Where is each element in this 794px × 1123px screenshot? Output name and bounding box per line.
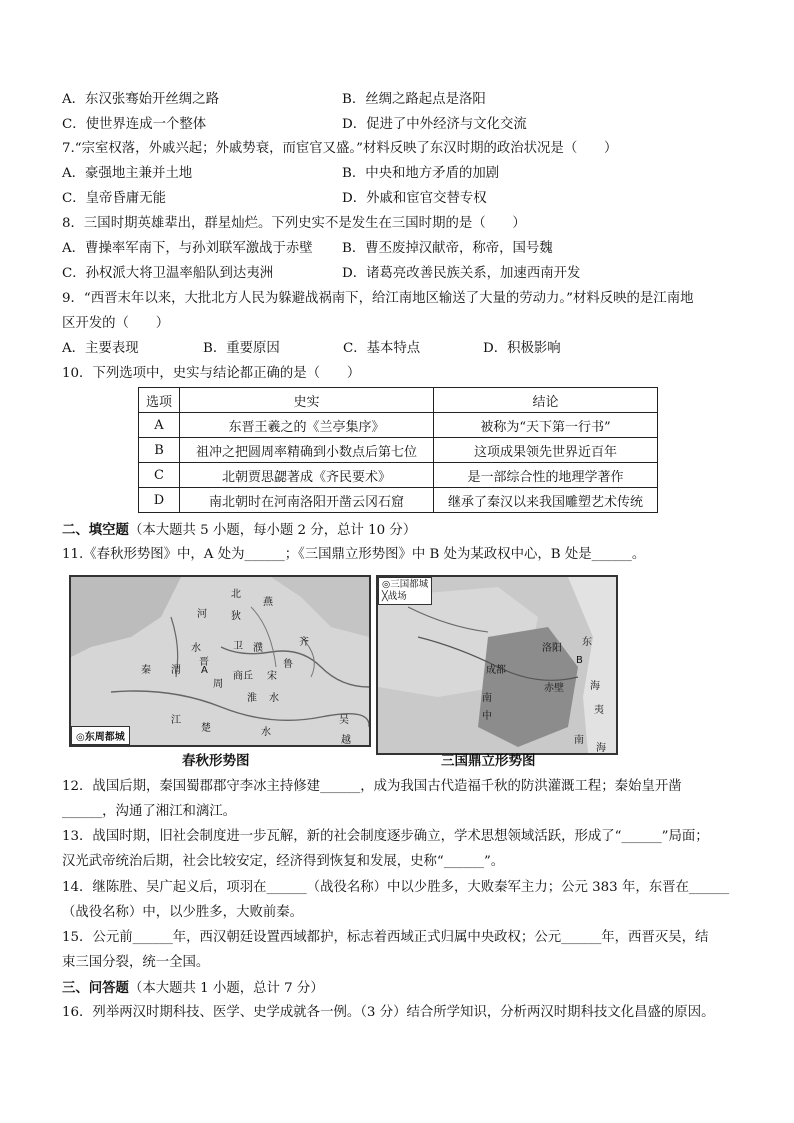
q8-option-a: A．曹操率军南下，与孙刘联军激战于赤壁 bbox=[62, 241, 313, 256]
map-label: 东 bbox=[582, 637, 592, 648]
table-row bbox=[139, 438, 658, 463]
q7-option-d: D．外戚和宦官交替专权 bbox=[342, 191, 487, 206]
legend-capital: ◎三国都城 bbox=[382, 579, 429, 590]
map-label: 水 bbox=[191, 643, 201, 654]
table-cell: 北朝贾思勰著成《齐民要术》 bbox=[180, 463, 434, 488]
q9-option-c: C．基本特点 bbox=[343, 341, 421, 356]
map-label: 渭 bbox=[171, 665, 181, 676]
map2-legend bbox=[378, 577, 432, 605]
q6-option-a: A．东汉张骞始开丝绸之路 bbox=[62, 92, 219, 107]
map-label: B bbox=[576, 655, 583, 666]
table-row bbox=[139, 488, 658, 513]
q7-option-b: B．中央和地方矛盾的加剧 bbox=[342, 166, 500, 181]
map-label: 中 bbox=[482, 711, 492, 722]
table-cell: C bbox=[139, 463, 180, 488]
q7-stem: 7.“宗室权落，外戚兴起；外戚势衰，而宦官又盛。”材料反映了东汉时期的政治状况是（ ） bbox=[62, 141, 618, 156]
three-kingdoms-map bbox=[376, 575, 618, 755]
map-label: 赤壁 bbox=[544, 683, 564, 694]
map-label: 淮 bbox=[247, 693, 257, 704]
spring-autumn-map bbox=[69, 575, 371, 747]
map-label: 楚 bbox=[201, 723, 211, 734]
map-label: 秦 bbox=[141, 665, 151, 676]
map-label: 洛阳 bbox=[542, 643, 562, 654]
section3-heading bbox=[62, 979, 324, 998]
table-cell: 继承了秦汉以来我国雕塑艺术传统 bbox=[434, 488, 658, 513]
map-label: 商丘 bbox=[233, 671, 253, 682]
header-conclusion: 结论 bbox=[434, 388, 658, 413]
map-label: 宋 bbox=[267, 671, 277, 682]
map-label: 河 bbox=[197, 609, 207, 620]
map-label: 南 bbox=[482, 693, 492, 704]
map-label: 周 bbox=[213, 679, 223, 690]
table-cell: D bbox=[139, 488, 180, 513]
q6-option-b: B．丝绸之路起点是洛阳 bbox=[342, 92, 486, 107]
q13-line2: 汉光武帝统治后期，社会比较安定，经济得到恢复和发展，史称“______”。 bbox=[62, 854, 505, 869]
q12-line2: ______，沟通了湘江和漓江。 bbox=[62, 804, 237, 819]
map-label: 齐 bbox=[299, 637, 309, 648]
q14-line1: 14．继陈胜、吴广起义后，项羽在______（战役名称）中以少胜多，大败秦军主力；公元 383 年，东晋在______ bbox=[62, 880, 730, 895]
q11-stem: 11.《春秋形势图》中，A 处为______；《三国鼎立形势图》中 B 处为某政权中心，B 处是______。 bbox=[62, 547, 646, 562]
map-label: 卫 bbox=[233, 641, 243, 652]
table-row bbox=[139, 413, 658, 438]
q9-stem-line1: 9．“西晋末年以来，大批北方人民为躲避战祸南下，给江南地区输送了大量的劳动力。”材料反映的是江南地 bbox=[62, 291, 694, 306]
table-cell: 被称为“天下第一行书” bbox=[434, 413, 658, 438]
q8-option-d: D．诸葛亮改善民族关系，加速西南开发 bbox=[342, 266, 581, 281]
map-label: 北 bbox=[231, 589, 241, 600]
map1-legend: ◎东周都城 bbox=[71, 726, 130, 745]
map2-caption: 三国鼎立形势图 bbox=[441, 753, 536, 769]
map-terrain bbox=[71, 577, 369, 745]
map-label: 燕 bbox=[263, 597, 273, 608]
map-label: 狄 bbox=[231, 611, 241, 622]
q10-table bbox=[138, 387, 658, 513]
section3-note: （本大题共 1 小题，总计 7 分） bbox=[128, 981, 324, 996]
table-cell: 祖冲之把圆周率精确到小数点后第七位 bbox=[180, 438, 434, 463]
q6-option-d: D．促进了中外经济与文化交流 bbox=[342, 117, 527, 132]
map-label: 晋 bbox=[199, 657, 209, 668]
map-label: 鲁 bbox=[283, 659, 293, 670]
q9-option-a: A．主要表现 bbox=[62, 341, 139, 356]
q10-stem: 10．下列选项中，史实与结论都正确的是（ ） bbox=[62, 366, 361, 381]
map-label: 水 bbox=[269, 693, 279, 704]
section3-title: 三、问答题 bbox=[62, 980, 129, 996]
section2-heading bbox=[62, 521, 416, 540]
map1-caption: 春秋形势图 bbox=[182, 753, 250, 769]
section2-note: （本大题共 5 小题，每小题 2 分，总计 10 分） bbox=[128, 523, 417, 538]
map-label: 海 bbox=[596, 743, 606, 754]
q8-option-c: C．孙权派大将卫温率船队到达夷洲 bbox=[62, 266, 274, 281]
map-label: 江 bbox=[171, 715, 181, 726]
header-fact: 史实 bbox=[180, 388, 434, 413]
map-label: 水 bbox=[261, 727, 271, 738]
q6-option-c: C．使世界连成一个整体 bbox=[62, 117, 207, 132]
q12-line1: 12．战国后期，秦国蜀郡郡守李冰主持修建______，成为我国古代造福千秋的防洪灌溉工程；秦始皇开凿 bbox=[62, 779, 682, 794]
map-label: 越 bbox=[341, 735, 351, 746]
q9-option-d: D．积极影响 bbox=[483, 341, 561, 356]
table-cell: A bbox=[139, 413, 180, 438]
q9-stem-line2: 区开发的（ ） bbox=[62, 316, 170, 331]
q9-option-b: B．重要原因 bbox=[203, 341, 280, 356]
map-label: A bbox=[201, 665, 208, 676]
legend-battlefield: ╳战场 bbox=[382, 591, 407, 602]
q15-line2: 束三国分裂，统一全国。 bbox=[62, 955, 210, 970]
map-label: 海 bbox=[590, 681, 600, 692]
q13-line1: 13．战国时期，旧社会制度进一步瓦解，新的社会制度逐步确立，学术思想领域活跃，形成了“______”局面； bbox=[62, 829, 709, 844]
table-cell: 南北朝时在河南洛阳开凿云冈石窟 bbox=[180, 488, 434, 513]
table-row bbox=[139, 463, 658, 488]
section2-title: 二、填空题 bbox=[62, 522, 129, 538]
map-label: 夷 bbox=[594, 705, 604, 716]
table-header-row bbox=[139, 388, 658, 413]
table-cell: B bbox=[139, 438, 180, 463]
table-cell: 这项成果领先世界近百年 bbox=[434, 438, 658, 463]
q16-stem: 16．列举两汉时期科技、医学、史学成就各一例。（3 分）结合所学知识，分析两汉时期科技文化昌盛的原因。 bbox=[62, 1005, 715, 1020]
map-label: 濮 bbox=[253, 643, 263, 654]
map-label: 成都 bbox=[486, 665, 506, 676]
q7-option-a: A．豪强地主兼并土地 bbox=[62, 166, 193, 181]
table-cell: 是一部综合性的地理学著作 bbox=[434, 463, 658, 488]
q8-option-b: B．曹丕废掉汉献帝，称帝，国号魏 bbox=[342, 241, 553, 256]
q15-line1: 15．公元前______年，西汉朝廷设置西域都护，标志着西域正式归属中央政权；公元______年，西晋灭吴，结 bbox=[62, 930, 709, 945]
header-option: 选项 bbox=[139, 388, 180, 413]
q8-stem: 8．三国时期英雄辈出，群星灿烂。下列史实不是发生在三国时期的是（ ） bbox=[62, 216, 526, 231]
map-label: 吴 bbox=[339, 715, 349, 726]
table-cell: 东晋王羲之的《兰亭集序》 bbox=[180, 413, 434, 438]
q7-option-c: C．皇帝昏庸无能 bbox=[62, 191, 166, 206]
map-label: 南 bbox=[574, 735, 584, 746]
q14-line2: （战役名称）中，以少胜多，大败前秦。 bbox=[62, 905, 304, 920]
